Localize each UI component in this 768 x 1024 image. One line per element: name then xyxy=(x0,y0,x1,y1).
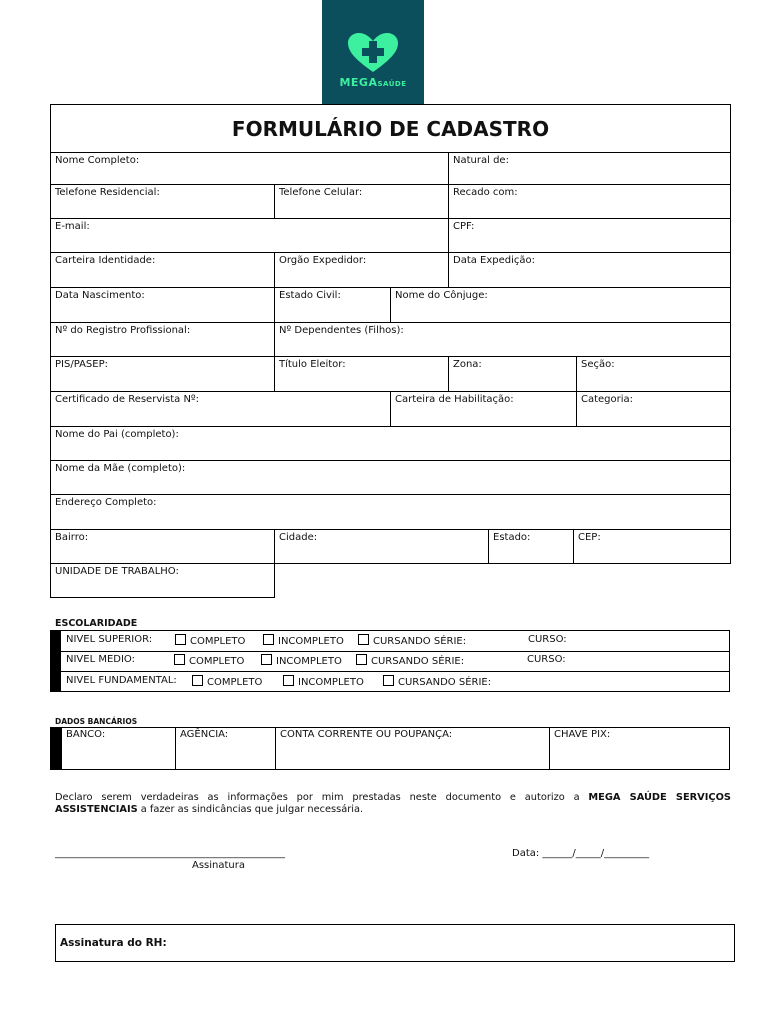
field-nome-pai[interactable]: Nome do Pai (completo): xyxy=(50,426,731,461)
field-cpf[interactable]: CPF: xyxy=(448,218,731,253)
field-cidade[interactable]: Cidade: xyxy=(274,529,489,564)
checkbox-superior-cursando[interactable]: CURSANDO SÉRIE: xyxy=(358,634,466,647)
field-data-expedicao[interactable]: Data Expedição: xyxy=(448,252,731,288)
field-unidade-trabalho[interactable]: UNIDADE DE TRABALHO: xyxy=(50,563,275,598)
form-title: FORMULÁRIO DE CADASTRO xyxy=(50,104,731,154)
field-tel-residencial[interactable]: Telefone Residencial: xyxy=(50,184,275,219)
field-endereco[interactable]: Endereço Completo: xyxy=(50,494,731,530)
escolaridade-table xyxy=(50,630,730,692)
field-nome-completo[interactable]: Nome Completo: xyxy=(50,152,449,185)
registration-form xyxy=(50,104,731,598)
checkbox-superior-completo[interactable]: COMPLETO xyxy=(175,634,245,647)
rh-signature-box[interactable]: Assinatura do RH: xyxy=(55,924,735,962)
checkbox-fundamental-cursando[interactable]: CURSANDO SÉRIE: xyxy=(383,675,491,688)
checkbox-medio-completo[interactable]: COMPLETO xyxy=(174,654,244,667)
company-logo xyxy=(322,0,424,104)
checkbox-medio-cursando[interactable]: CURSANDO SÉRIE: xyxy=(356,654,464,667)
edu-row-fundamental: NIVEL FUNDAMENTAL: COMPLETO INCOMPLETO CURSANDO SÉRIE: xyxy=(66,675,492,688)
field-email[interactable]: E-mail: xyxy=(50,218,449,253)
field-recado-com[interactable]: Recado com: xyxy=(448,184,731,219)
checkbox-fundamental-incompleto[interactable]: INCOMPLETO xyxy=(283,675,364,688)
declaration-text: Declaro serem verdadeiras as informações por mim prestadas neste documento e autorizo a MEGA SAÚDE SERVIÇOS ASSISTENCIAIS a fazer as sindicâncias que julgar necessária. xyxy=(55,792,731,815)
field-estado-civil[interactable]: Estado Civil: xyxy=(274,287,391,323)
edu-row-medio: NIVEL MEDIO: COMPLETO INCOMPLETO CURSANDO SÉRIE: CURSO: xyxy=(61,651,729,672)
bancarios-label: DADOS BANCÁRIOS xyxy=(55,717,138,726)
edu-row-superior: NIVEL SUPERIOR: COMPLETO INCOMPLETO CURSANDO SÉRIE: CURSO: xyxy=(61,631,729,652)
field-nome-mae[interactable]: Nome da Mãe (completo): xyxy=(50,460,731,495)
field-natural-de[interactable]: Natural de: xyxy=(448,152,731,185)
field-agencia[interactable]: AGÊNCIA: xyxy=(175,728,275,769)
date-field: Data: ______/_____/_________ xyxy=(512,848,650,859)
signature-line: ______________________________________________ xyxy=(55,848,285,859)
field-carteira-identidade[interactable]: Carteira Identidade: xyxy=(50,252,275,288)
checkbox-superior-incompleto[interactable]: INCOMPLETO xyxy=(263,634,344,647)
field-categoria[interactable]: Categoria: xyxy=(576,391,731,427)
bancarios-table xyxy=(50,727,730,770)
field-zona[interactable]: Zona: xyxy=(448,356,577,392)
field-registro-profissional[interactable]: Nº do Registro Profissional: xyxy=(50,322,275,357)
field-tel-celular[interactable]: Telefone Celular: xyxy=(274,184,449,219)
field-cep[interactable]: CEP: xyxy=(573,529,731,564)
field-titulo-eleitor[interactable]: Título Eleitor: xyxy=(274,356,449,392)
field-data-nascimento[interactable]: Data Nascimento: xyxy=(50,287,275,323)
field-pis-pasep[interactable]: PIS/PASEP: xyxy=(50,356,275,392)
checkbox-medio-incompleto[interactable]: INCOMPLETO xyxy=(261,654,342,667)
field-habilitacao[interactable]: Carteira de Habilitação: xyxy=(390,391,577,427)
field-banco[interactable]: BANCO: xyxy=(66,729,106,740)
checkbox-fundamental-completo[interactable]: COMPLETO xyxy=(192,675,262,688)
escolaridade-label: ESCOLARIDADE xyxy=(55,618,138,629)
field-reservista[interactable]: Certificado de Reservista Nº: xyxy=(50,391,391,427)
brand-name: MEGASAÚDE xyxy=(339,76,407,89)
field-conta[interactable]: CONTA CORRENTE OU POUPANÇA: xyxy=(275,728,549,769)
field-dependentes[interactable]: Nº Dependentes (Filhos): xyxy=(274,322,731,357)
field-estado[interactable]: Estado: xyxy=(488,529,574,564)
field-bairro[interactable]: Bairro: xyxy=(50,529,275,564)
heart-cross-icon xyxy=(346,32,400,74)
field-nome-conjuge[interactable]: Nome do Cônjuge: xyxy=(390,287,731,323)
field-orgao-expedidor[interactable]: Orgão Expedidor: xyxy=(274,252,449,288)
field-secao[interactable]: Seção: xyxy=(576,356,731,392)
signature-label: Assinatura xyxy=(192,860,246,871)
field-chave-pix[interactable]: CHAVE PIX: xyxy=(549,728,729,769)
